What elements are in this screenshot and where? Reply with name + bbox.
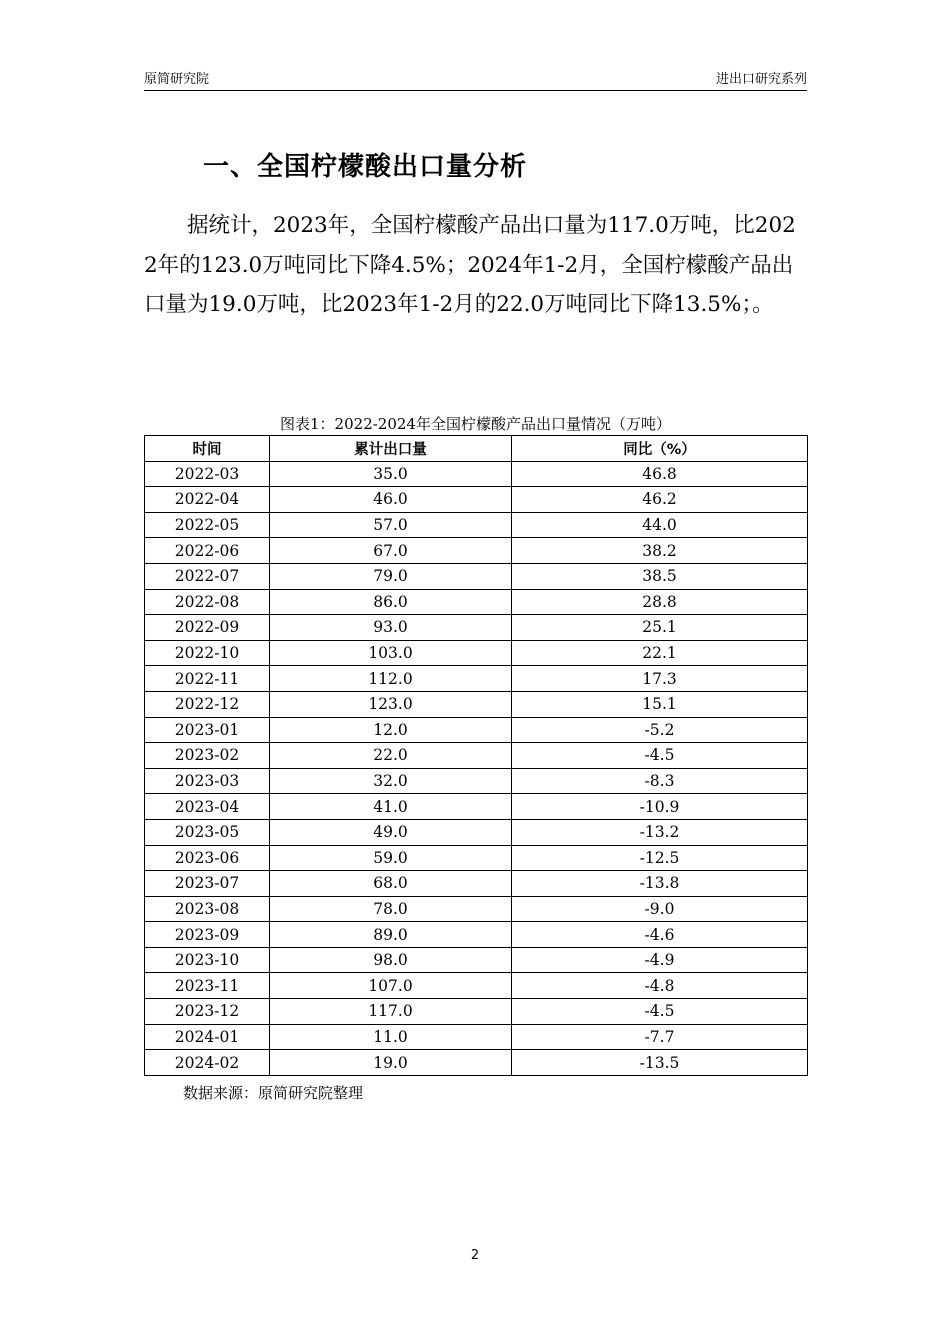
header-left-text: 原简研究院	[144, 72, 210, 87]
cell-time: 2022-07	[145, 563, 270, 589]
cell-cumulative-export: 35.0	[270, 461, 512, 487]
table-row	[145, 743, 808, 769]
cell-yoy: -9.0	[512, 896, 808, 922]
table-row	[145, 461, 808, 487]
cell-time: 2023-06	[145, 845, 270, 871]
cell-yoy: -13.5	[512, 1050, 808, 1076]
header-cell-cumulative-export: 累计出口量	[270, 436, 512, 462]
cell-time: 2022-09	[145, 615, 270, 641]
cell-cumulative-export: 57.0	[270, 512, 512, 538]
cell-cumulative-export: 103.0	[270, 640, 512, 666]
table-row	[145, 1024, 808, 1050]
cell-cumulative-export: 78.0	[270, 896, 512, 922]
cell-yoy: -13.2	[512, 819, 808, 845]
table-row	[145, 871, 808, 897]
cell-time: 2023-07	[145, 871, 270, 897]
table-row	[145, 1050, 808, 1076]
cell-cumulative-export: 41.0	[270, 794, 512, 820]
table-row	[145, 794, 808, 820]
table-row	[145, 999, 808, 1025]
cell-time: 2023-04	[145, 794, 270, 820]
cell-cumulative-export: 11.0	[270, 1024, 512, 1050]
cell-time: 2022-04	[145, 487, 270, 513]
cell-cumulative-export: 46.0	[270, 487, 512, 513]
cell-time: 2023-11	[145, 973, 270, 999]
cell-yoy: -5.2	[512, 717, 808, 743]
table-row	[145, 563, 808, 589]
cell-cumulative-export: 89.0	[270, 922, 512, 948]
section-heading: 一、全国柠檬酸出口量分析	[203, 152, 528, 182]
cell-cumulative-export: 79.0	[270, 563, 512, 589]
cell-yoy: 44.0	[512, 512, 808, 538]
cell-yoy: -4.5	[512, 743, 808, 769]
cell-cumulative-export: 67.0	[270, 538, 512, 564]
cell-cumulative-export: 59.0	[270, 845, 512, 871]
cell-time: 2023-12	[145, 999, 270, 1025]
cell-yoy: 38.2	[512, 538, 808, 564]
cell-time: 2023-10	[145, 947, 270, 973]
cell-cumulative-export: 86.0	[270, 589, 512, 615]
page-number: 2	[470, 1248, 480, 1263]
cell-cumulative-export: 98.0	[270, 947, 512, 973]
cell-cumulative-export: 123.0	[270, 691, 512, 717]
cell-cumulative-export: 19.0	[270, 1050, 512, 1076]
cell-cumulative-export: 12.0	[270, 717, 512, 743]
cell-cumulative-export: 32.0	[270, 768, 512, 794]
cell-time: 2022-10	[145, 640, 270, 666]
cell-time: 2023-02	[145, 743, 270, 769]
table-caption: 图表1：2022-2024年全国柠檬酸产品出口量情况（万吨）	[280, 415, 671, 433]
table-row	[145, 691, 808, 717]
cell-cumulative-export: 107.0	[270, 973, 512, 999]
cell-cumulative-export: 22.0	[270, 743, 512, 769]
cell-time: 2023-03	[145, 768, 270, 794]
cell-yoy: 22.1	[512, 640, 808, 666]
cell-yoy: -12.5	[512, 845, 808, 871]
cell-yoy: 17.3	[512, 666, 808, 692]
table-row	[145, 717, 808, 743]
cell-cumulative-export: 112.0	[270, 666, 512, 692]
cell-yoy: -10.9	[512, 794, 808, 820]
table-row	[145, 666, 808, 692]
table-row	[145, 947, 808, 973]
table-row	[145, 819, 808, 845]
table-row	[145, 538, 808, 564]
table-header-row	[145, 436, 808, 462]
cell-time: 2024-02	[145, 1050, 270, 1076]
cell-time: 2023-08	[145, 896, 270, 922]
cell-time: 2023-09	[145, 922, 270, 948]
table-row	[145, 973, 808, 999]
cell-yoy: -13.8	[512, 871, 808, 897]
cell-time: 2022-08	[145, 589, 270, 615]
table-row	[145, 922, 808, 948]
table-row	[145, 615, 808, 641]
table-row	[145, 845, 808, 871]
cell-yoy: -4.9	[512, 947, 808, 973]
header-cell-time: 时间	[145, 436, 270, 462]
export-volume-table	[144, 435, 808, 1076]
cell-cumulative-export: 93.0	[270, 615, 512, 641]
cell-time: 2022-11	[145, 666, 270, 692]
cell-time: 2023-05	[145, 819, 270, 845]
table-row	[145, 768, 808, 794]
cell-time: 2023-01	[145, 717, 270, 743]
table-body	[145, 461, 808, 1075]
cell-yoy: -7.7	[512, 1024, 808, 1050]
cell-time: 2022-12	[145, 691, 270, 717]
cell-yoy: -4.6	[512, 922, 808, 948]
cell-time: 2022-03	[145, 461, 270, 487]
body-paragraph-block	[144, 206, 809, 325]
cell-yoy: -8.3	[512, 768, 808, 794]
cell-yoy: 38.5	[512, 563, 808, 589]
cell-cumulative-export: 117.0	[270, 999, 512, 1025]
table-row	[145, 589, 808, 615]
data-source-note: 数据来源：原简研究院整理	[183, 1084, 364, 1102]
cell-yoy: 46.2	[512, 487, 808, 513]
cell-time: 2024-01	[145, 1024, 270, 1050]
body-paragraph: 据统计，2023年，全国柠檬酸产品出口量为117.0万吨，比2022年的123.0万吨同比下降4.5%；2024年1-2月，全国柠檬酸产品出口量为19.0万吨，比2023年1-2月的22.0万吨同比下降13.5%；。	[144, 213, 796, 317]
table-row	[145, 512, 808, 538]
cell-yoy: 28.8	[512, 589, 808, 615]
cell-time: 2022-06	[145, 538, 270, 564]
cell-time: 2022-05	[145, 512, 270, 538]
cell-yoy: -4.8	[512, 973, 808, 999]
table-row	[145, 487, 808, 513]
header-cell-yoy: 同比（%）	[512, 436, 808, 462]
table-row	[145, 896, 808, 922]
cell-yoy: 46.8	[512, 461, 808, 487]
cell-yoy: 25.1	[512, 615, 808, 641]
header-right-text: 进出口研究系列	[715, 72, 807, 87]
cell-yoy: 15.1	[512, 691, 808, 717]
cell-cumulative-export: 49.0	[270, 819, 512, 845]
page-header	[144, 66, 807, 91]
cell-cumulative-export: 68.0	[270, 871, 512, 897]
cell-yoy: -4.5	[512, 999, 808, 1025]
table-row	[145, 640, 808, 666]
